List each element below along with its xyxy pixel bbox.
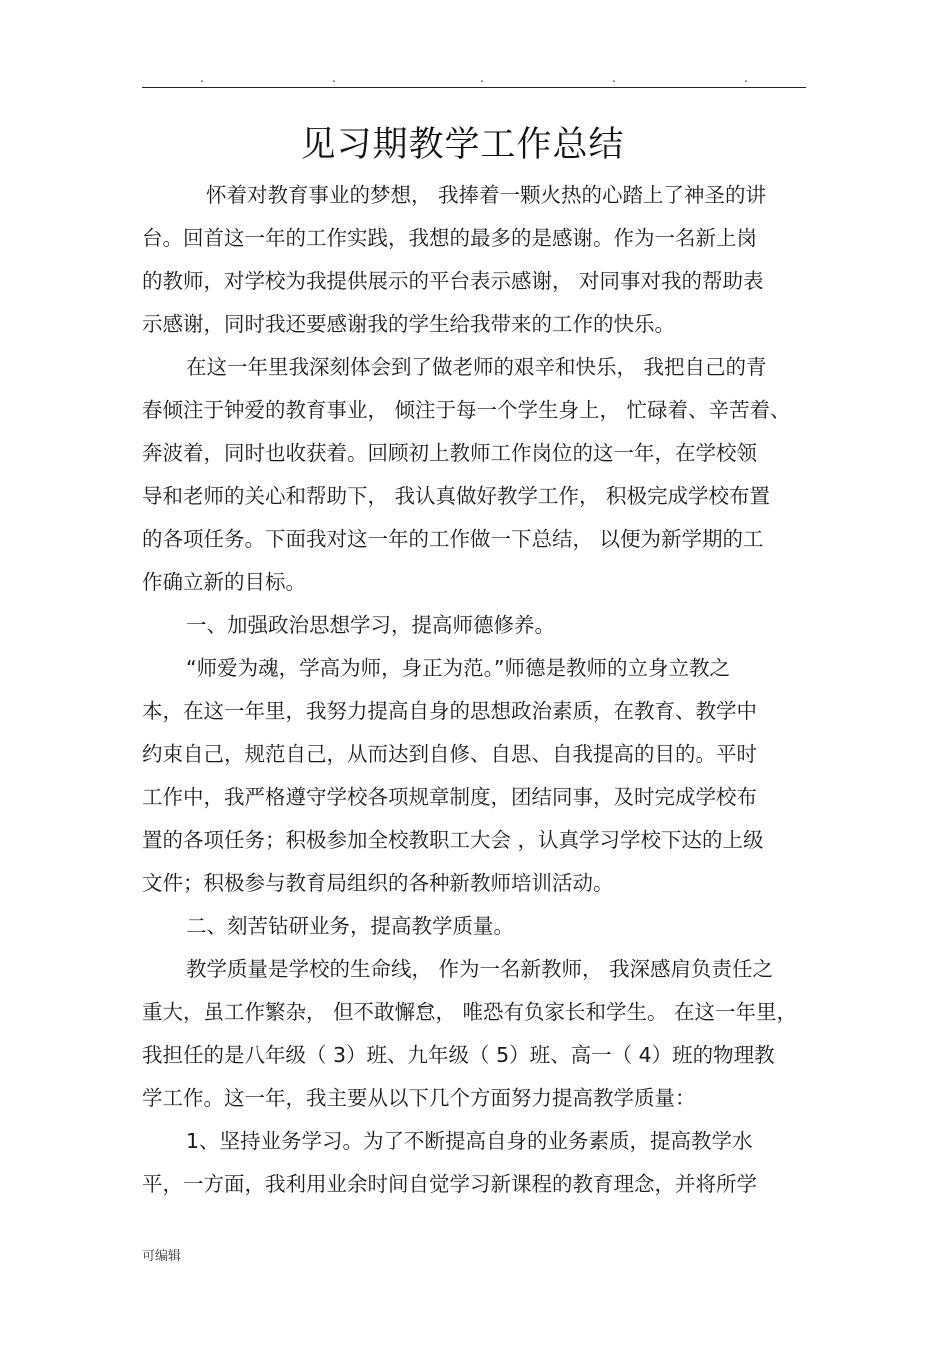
header-dot: . — [744, 71, 748, 85]
text-line: 春倾注于钟爱的教育事业， 倾注于每一个学生身上， 忙碌着、辛苦着、 — [142, 398, 791, 422]
text-line: 我担任的是八年级（ 3）班、九年级（ 5）班、高一（ 4）班的物理教 — [142, 1043, 775, 1067]
text-line: 导和老师的关心和帮助下， 我认真做好教学工作， 积极完成学校布置 — [142, 484, 771, 508]
text-line: 文件；积极参与教育局组织的各种新教师培训活动。 — [142, 871, 614, 895]
text-line: 教学质量是学校的生命线， 作为一名新教师， 我深感肩负责任之 — [186, 957, 774, 981]
header-dots — [142, 64, 806, 84]
text-line: 的各项任务。下面我对这一年的工作做一下总结， 以便为新学期的工 — [142, 527, 764, 551]
header-dot: . — [200, 71, 204, 85]
text-line: 1、坚持业务学习。为了不断提高自身的业务素质，提高教学水 — [186, 1129, 753, 1153]
header-dot: . — [480, 71, 484, 85]
section-heading: 一、加强政治思想学习，提高师德修养。 — [186, 613, 555, 637]
text-line: 台。回首这一年的工作实践，我想的最多的是感谢。作为一名新上岗 — [142, 226, 757, 250]
text-line: 工作中，我严格遵守学校各项规章制度，团结同事，及时完成学校布 — [142, 785, 757, 809]
text-line: 平，一方面，我利用业余时间自觉学习新课程的教育理念，并将所学 — [142, 1172, 757, 1196]
text-line: 在这一年里我深刻体会到了做老师的艰辛和快乐， 我把自己的青 — [186, 355, 767, 379]
text-line: 的教师，对学校为我提供展示的平台表示感谢， 对同事对我的帮助表 — [142, 269, 764, 293]
text-line: 置的各项任务；积极参加全校教职工大会 ，认真学习学校下达的上级 — [142, 828, 764, 852]
footer-note: 可编辑 — [142, 1249, 182, 1264]
header-dot: . — [332, 71, 336, 85]
text-line: 本，在这一年里，我努力提高自身的思想政治素质，在教育、教学中 — [142, 699, 757, 723]
header-rule — [142, 87, 806, 88]
header-dot: . — [612, 71, 616, 85]
section-heading: 二、刻苦钻研业务，提高教学质量。 — [186, 914, 514, 938]
text-line: 约束自己，规范自己，从而达到自修、自思、自我提高的目的。平时 — [142, 742, 757, 766]
text-line: 作确立新的目标。 — [142, 570, 306, 594]
text-line: 奔波着，同时也收获着。回顾初上教师工作岗位的这一年，在学校领 — [142, 441, 757, 465]
text-line: “师爱为魂，学高为师，身正为范。”师德是教师的立身立教之 — [186, 656, 730, 680]
text-line: 重大，虽工作繁杂， 但不敢懈怠， 唯恐有负家长和学生。 在这一年里， — [142, 1000, 798, 1024]
text-line: 怀着对教育事业的梦想， 我捧着一颗火热的心踏上了神圣的讲 — [206, 183, 767, 207]
text-line: 示感谢，同时我还要感谢我的学生给我带来的工作的快乐。 — [142, 312, 675, 336]
document-title: 见习期教学工作总结 — [300, 125, 625, 165]
text-line: 学工作。这一年，我主要从以下几个方面努力提高教学质量： — [142, 1086, 696, 1110]
